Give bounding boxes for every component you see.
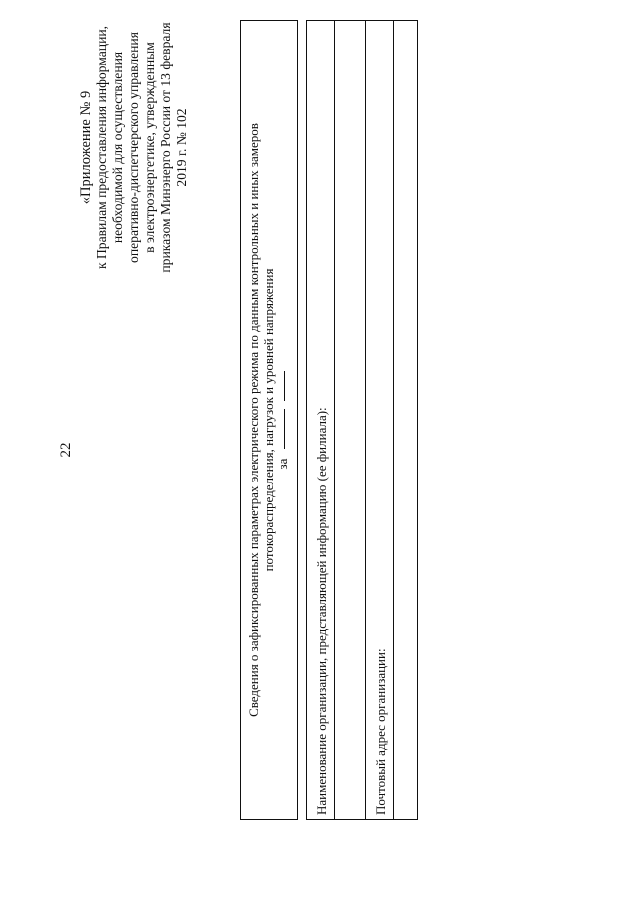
appendix-line: в электроэнергетике, утвержденным (142, 42, 157, 253)
report-period-prefix: за (275, 458, 290, 470)
org-name-label-row (307, 21, 335, 819)
org-name-value-cell (335, 21, 366, 819)
report-title-line: потокораспределения, нагрузок и уровней напряжения (260, 268, 276, 572)
report-period (276, 371, 291, 470)
organization-table (306, 20, 418, 820)
org-address-label-row (366, 21, 394, 819)
org-address-value-cell (394, 21, 418, 819)
period-blank (284, 409, 285, 449)
appendix-line: оперативно-диспетчерского управления (126, 32, 141, 263)
appendix-title: «Приложение № 9 (78, 90, 94, 205)
appendix-line: приказом Минэнерго России от 13 февраля (158, 22, 173, 273)
appendix-line: необходимой для осуществления (110, 51, 125, 244)
period-blank (284, 371, 285, 401)
appendix-header (78, 5, 190, 290)
org-name-label: Наименование организации, представляющей информацию (ее филиала): (314, 407, 329, 815)
appendix-line: 2019 г. № 102 (174, 108, 189, 187)
report-title-box (240, 20, 298, 820)
appendix-line: к Правилам предоставления информации, (94, 25, 109, 270)
report-title-line: Сведения о зафиксированных параметрах электрического режима по данным контрольных и иных замеров (246, 123, 261, 717)
page-number: 22 (58, 442, 74, 458)
org-address-label: Почтовый адрес организации: (373, 648, 388, 815)
